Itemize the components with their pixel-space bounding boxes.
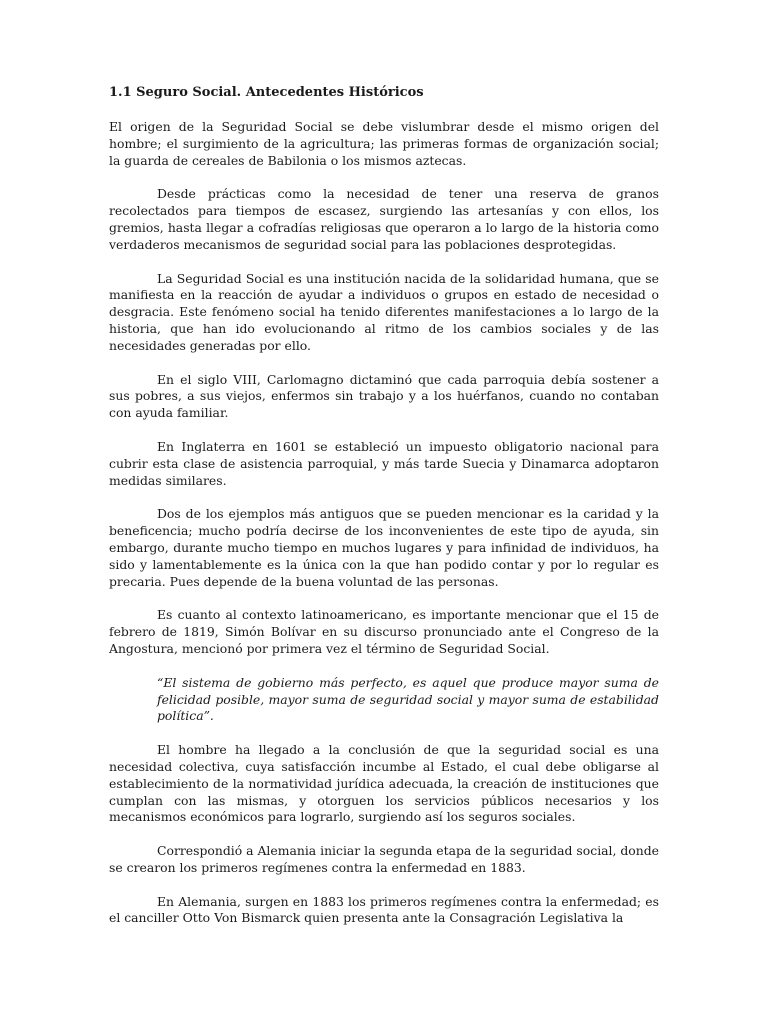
paragraph-conclusion: El hombre ha llegado a la conclusión de que la seguridad social es una necesidad colectiva, cuya satisfacción incumbe al Estado, el cual debe obligarse al establecimiento de la normatividad jurídica adecuada, la creación de instituciones que cumplan con las mismas, y otorguen los servicios públicos necesarios y los mecanismos económicos para lograrlo, surgiendo así los seguros sociales. <box>109 742 659 825</box>
paragraph-inglaterra: En Inglaterra en 1601 se estableció un impuesto obligatorio nacional para cubrir esta clase de asistencia parroquial, y más tarde Suecia y Dinamarca adoptaron medidas similares. <box>109 438 659 488</box>
paragraph-institution: La Seguridad Social es una institución nacida de la solidaridad humana, que se manifiesta en la reacción de ayudar a individuos o grupos en estado de necesidad o desgracia. Este fenómeno social ha tenido diferentes manifestaciones a lo largo de la historia, que han ido evolucionando al ritmo de los cambios sociales y de las necesidades generadas por ello. <box>109 270 659 353</box>
paragraph-caridad: Dos de los ejemplos más antiguos que se pueden mencionar es la caridad y la beneficencia; mucho podría decirse de los inconvenientes de este tipo de ayuda, sin embargo, durante mucho tiempo en muchos lugares y para infinidad de individuos, ha sido y lamentablemente es la única con la que han podido contar y por lo regular es precaria. Pues depende de la buena voluntad de las personas. <box>109 506 659 589</box>
paragraph-origin: El origen de la Seguridad Social se debe vislumbrar desde el mismo origen del hombre; el surgimiento de la agricultura; las primeras formas de organización social; la guarda de cereales de Babilonia o los mismos aztecas. <box>109 119 659 168</box>
bolivar-quote: “El sistema de gobierno más perfecto, es aquel que produce mayor suma de felicidad posible, mayor suma de seguridad social y mayor suma de estabilidad política”. <box>157 674 659 724</box>
paragraph-alemania-etapa: Correspondió a Alemania iniciar la segunda etapa de la seguridad social, donde se crearon los primeros regímenes contra la enfermedad en 1883. <box>109 843 660 875</box>
paragraph-carlomagno: En el siglo VIII, Carlomagno dictaminó que cada parroquia debía sostener a sus pobres, a sus viejos, enfermos sin trabajo y a los huérfanos, cuando no contaban con ayuda familiar. <box>109 371 659 421</box>
section-heading: 1.1 Seguro Social. Antecedentes Históricos <box>109 85 424 100</box>
paragraph-alemania-1883: En Alemania, surgen en 1883 los primeros regímenes contra la enfermedad; es el canciller Otto Von Bismarck quien presenta ante la Consagración Legislativa la <box>109 893 659 926</box>
paragraph-bolivar: Es cuanto al contexto latinoamericano, es importante mencionar que el 15 de febrero de 1819, Simón Bolívar en su discurso pronunciado ante el Congreso de la Angostura, mencionó por primera vez el término de Seguridad Social. <box>109 607 659 656</box>
paragraph-practices: Desde prácticas como la necesidad de tener una reserva de granos recolectados para tiempos de escasez, surgiendo las artesanías y con ellos, los gremios, hasta llegar a cofradías religiosas que operaron a lo largo de la historia como verdaderos mecanismos de seguridad social para las poblaciones desprotegidas. <box>109 186 659 252</box>
document-page <box>109 84 659 927</box>
